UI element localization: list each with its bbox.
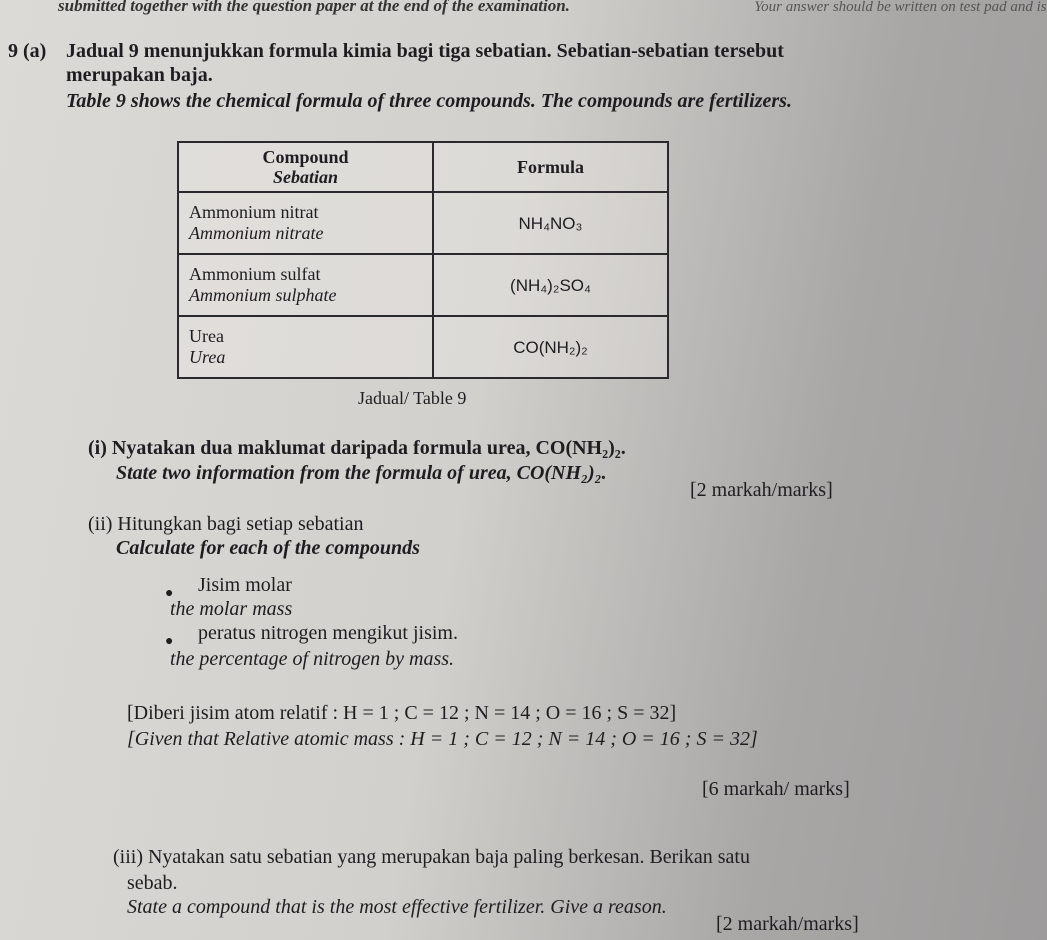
compound-name-en: Ammonium sulphate [189, 285, 337, 305]
bullet1-ms: Jisim molar [198, 574, 292, 596]
compound-cell [178, 316, 433, 378]
part-iii-marks: [2 markah/marks] [716, 913, 859, 935]
bullet-icon: ● [165, 586, 174, 601]
part-iii-ms-line2: sebab. [127, 872, 178, 894]
compound-cell [178, 192, 433, 254]
part-ii-ms: (ii) Hitungkan bagi setiap sebatian [88, 513, 364, 535]
part-i-ms: (i) Nyatakan dua maklumat daripada formula urea, CO(NH₂)₂. [88, 437, 626, 459]
table-row [178, 316, 668, 378]
header-compound [178, 142, 433, 192]
given-ms: [Diberi jisim atom relatif : H = 1 ; C = 12 ; N = 14 ; O = 16 ; S = 32] [127, 702, 677, 724]
formula-cell: CO(NH₂)₂ [433, 316, 668, 378]
compound-table [177, 141, 669, 379]
intro-ms-line2: merupakan baja. [66, 64, 213, 86]
formula-cell: NH₄NO₃ [433, 192, 668, 254]
compound-name-ms: Urea [189, 326, 224, 346]
header-tail-text: Your answer should be written on test pad and is [754, 0, 1047, 15]
bullet1-en: the molar mass [170, 598, 293, 620]
part-ii-en: Calculate for each of the compounds [116, 537, 420, 559]
compound-name-en: Ammonium nitrate [189, 223, 324, 243]
bullet2-en: the percentage of nitrogen by mass. [170, 648, 455, 670]
table-caption: Jadual/ Table 9 [358, 388, 467, 408]
compound-name-en: Urea [189, 347, 226, 367]
question-number: 9 (a) [8, 40, 47, 62]
compound-name-ms: Ammonium nitrat [189, 202, 319, 222]
header-compound-en: Compound [262, 147, 349, 167]
header-fragment-text: submitted together with the question paper at the end of the examination. [58, 0, 570, 15]
intro-ms-line1: Jadual 9 menunjukkan formula kimia bagi tiga sebatian. Sebatian-sebatian tersebut [66, 40, 784, 62]
formula-cell: (NH₄)₂SO₄ [433, 254, 668, 316]
table-header-row [178, 142, 668, 192]
part-iii-en: State a compound that is the most effective fertilizer. Give a reason. [127, 896, 667, 918]
part-i-en: State two information from the formula of urea, CO(NH₂)₂. [116, 462, 607, 484]
compound-name-ms: Ammonium sulfat [189, 264, 321, 284]
part-ii-marks: [6 markah/ marks] [702, 778, 850, 800]
given-en: [Given that Relative atomic mass : H = 1 ; C = 12 ; N = 14 ; O = 16 ; S = 32] [127, 728, 758, 750]
header-compound-ms: Sebatian [272, 167, 338, 187]
compound-cell [178, 254, 433, 316]
bullet2-ms: peratus nitrogen mengikut jisim. [198, 622, 458, 644]
part-iii-ms-line1: (iii) Nyatakan satu sebatian yang merupakan baja paling berkesan. Berikan satu [113, 846, 750, 868]
header-fragment [58, 0, 1047, 16]
intro-en: Table 9 shows the chemical formula of three compounds. The compounds are fertilizers. [66, 90, 792, 112]
table-row [178, 192, 668, 254]
header-formula: Formula [433, 142, 668, 192]
table-row [178, 254, 668, 316]
part-i-marks: [2 markah/marks] [690, 479, 833, 501]
bullet-icon: ● [165, 634, 174, 649]
